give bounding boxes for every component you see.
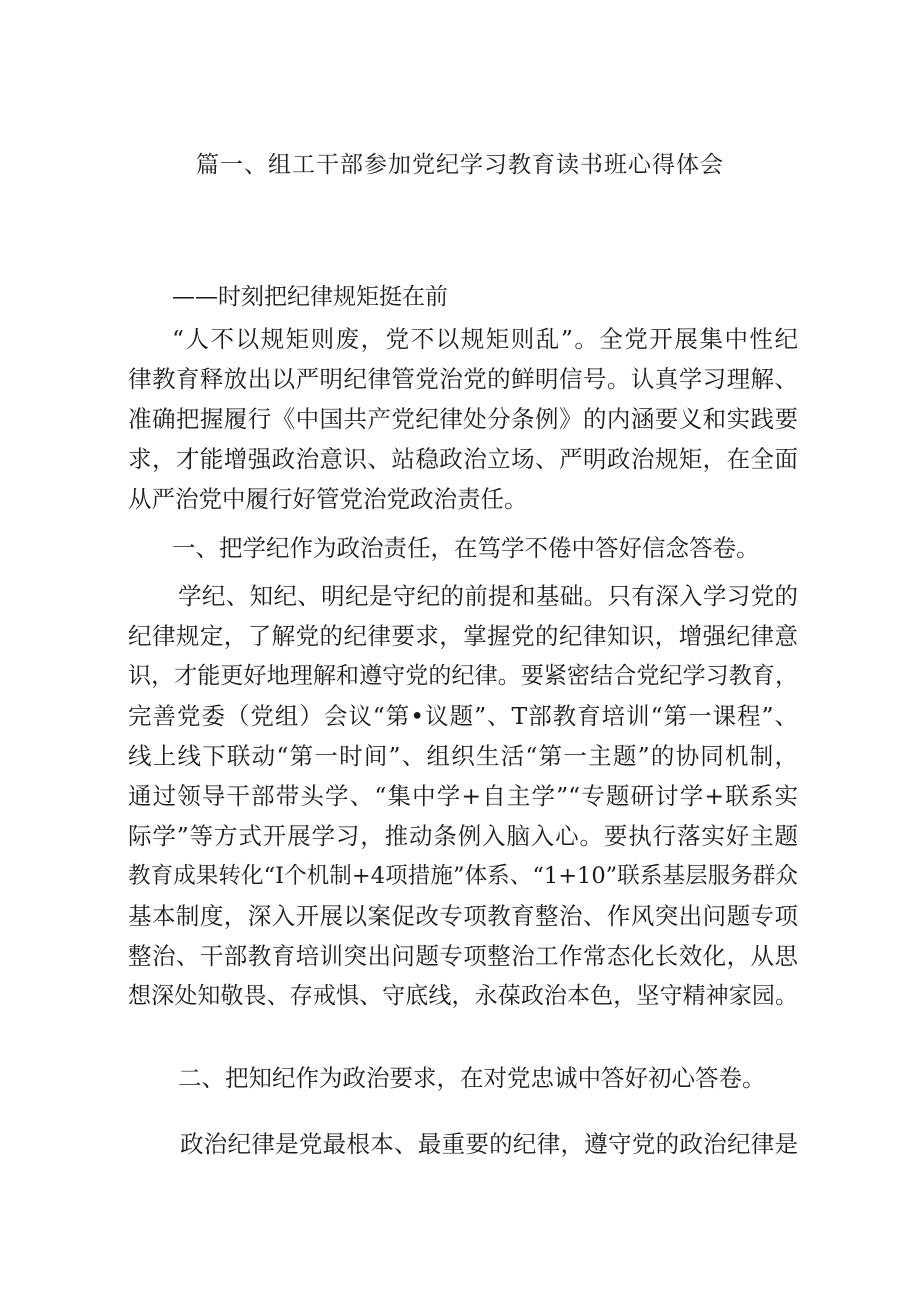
paragraph-line: 通过领导干部带头学、“集中学+自主学”“专题研讨学+联系实 [128,782,798,810]
paragraph-section-1 [128,576,798,1016]
paragraph-line: “人不以规矩则废，党不以规矩则乱”。全党开展集中性纪 [172,325,798,353]
paragraph-line: 纪律规定，了解党的纪律要求，掌握党的纪律知识，增强纪律意 [128,622,798,650]
paragraph-line: 完善党委（党组）会议“第•议题”、T部教育培训“第一课程”、 [128,702,798,730]
paragraph-line: 整治、干部教育培训突出问题专项整治工作常态化长效化，从思 [128,942,798,970]
paragraph-line: 从严治党中履行好管党治党政治责任。 [128,485,528,513]
paragraph-line: 律教育释放出以严明纪律管党治党的鲜明信号。认真学习理解、 [128,365,798,393]
section-heading-2: 二、把知纪作为政治要求，在对党忠诚中答好初心答卷。 [178,1064,766,1092]
paragraph-line: 线上线下联动“第一时间”、组织生活“第一主题”的协同机制， [128,742,798,770]
paragraph-line: 际学”等方式开展学习，推动条例入脑入心。要执行落实好主题 [128,822,798,850]
paragraph-line: 教育成果转化“I个机制+4项措施”体系、“1+10”联系基层服务群众 [128,863,798,889]
paragraph-line: 准确把握履行《中国共产党纪律处分条例》的内涵要义和实践要 [128,405,798,433]
paragraph-line: 求，才能增强政治意识、站稳政治立场、严明政治规矩，在全面 [128,445,798,473]
paragraph-line: 识，才能更好地理解和遵守党的纪律。要紧密结合党纪学习教育， [128,663,798,689]
section-heading-1: 一、把学纪作为政治责任，在笃学不倦中答好信念答卷。 [172,534,760,562]
document-subtitle: ——时刻把纪律规矩挺在前 [172,284,448,310]
paragraph-intro [128,319,798,519]
document-title: 篇一、组工干部参加党纪学习教育读书班心得体会 [196,152,724,178]
paragraph-line: 想深处知敬畏、存戒惧、守底线，永葆政治本色，坚守精神家园。 [128,983,798,1009]
paragraph-section-2 [128,1124,798,1164]
paragraph-line: 基本制度，深入开展以案促改专项教育整治、作风突出问题专项 [128,902,798,930]
paragraph-line: 学纪、知纪、明纪是守纪的前提和基础。只有深入学习党的 [178,582,798,610]
paragraph-line: 政治纪律是党最根本、最重要的纪律，遵守党的政治纪律是 [180,1130,798,1158]
